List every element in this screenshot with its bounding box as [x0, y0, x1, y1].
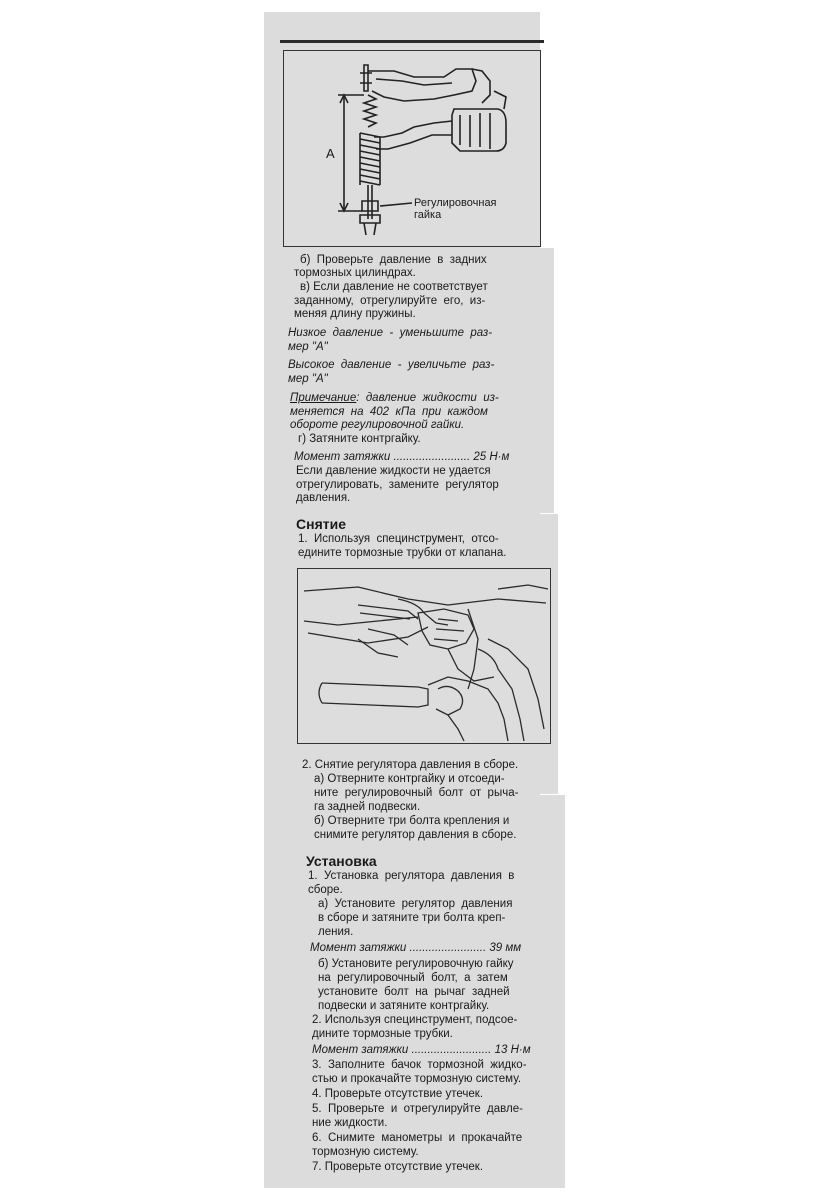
- installation-heading: Установка: [306, 853, 377, 869]
- text-line: 5. Проверьте и отрегулируйте давле-: [312, 1103, 523, 1115]
- text-line: давления.: [296, 492, 351, 504]
- text-line: ните регулировочный болт от рыча-: [314, 787, 519, 799]
- torque-label: Момент затяжки ........................: [294, 451, 474, 463]
- text-line: тормозных цилиндрах.: [294, 267, 416, 279]
- text-line: Низкое давление - уменьшите раз-: [288, 327, 493, 339]
- text-line: стью и прокачайте тормозную систему.: [312, 1073, 522, 1085]
- text-line: мер "А": [288, 341, 328, 353]
- text-line: 2. Снятие регулятора давления в сборе.: [302, 759, 519, 771]
- text-line: Высокое давление - увеличьте раз-: [288, 359, 495, 371]
- text-line: га задней подвески.: [314, 801, 421, 813]
- text-line: а) Отверните контргайку и отсоеди-: [314, 773, 505, 785]
- page-scan-strip: [540, 248, 554, 513]
- text-line: 3. Заполните бачок тормозной жидко-: [312, 1059, 527, 1071]
- text-line: меняется на 402 кПа при каждом: [290, 406, 488, 418]
- top-rule: [280, 40, 544, 43]
- text-line: сборе.: [308, 884, 343, 896]
- text-line: Если давление жидкости не удается: [296, 465, 491, 477]
- text-line: а) Установите регулятор давления: [318, 898, 513, 910]
- torque-label: Момент затяжки .........................: [312, 1044, 495, 1056]
- torque-line: [310, 941, 521, 955]
- text-line: тормозную систему.: [312, 1146, 419, 1158]
- text-line: на регулировочный болт, а затем: [318, 972, 508, 984]
- adjusting-nut-label: Регулировочная: [414, 197, 497, 209]
- text-line: г) Затяните контргайку.: [298, 433, 421, 445]
- text-line: подвески и затяните контргайку.: [318, 1000, 490, 1012]
- note-line: [290, 391, 499, 405]
- text-line: : давление жидкости из-: [356, 392, 499, 404]
- text-line: 1. Используя специнструмент, отсо-: [298, 533, 499, 545]
- text-line: ления.: [318, 926, 354, 938]
- text-line: ние жидкости.: [312, 1117, 388, 1129]
- torque-line: [294, 450, 509, 464]
- text-line: б) Отверните три болта крепления и: [314, 815, 510, 827]
- text-line: обороте регулировочной гайки.: [290, 419, 465, 431]
- figure-regulator-diagram: [283, 50, 541, 247]
- text-line: мер "А": [288, 373, 328, 385]
- text-line: 1. Установка регулятора давления в: [308, 870, 515, 882]
- text-line: 2. Используя специнструмент, подсое-: [312, 1014, 518, 1026]
- text-line: 6. Снимите манометры и прокачайте: [312, 1132, 523, 1144]
- text-line: заданному, отрегулируйте его, из-: [294, 295, 486, 307]
- text-line: меняя длину пружины.: [294, 308, 416, 320]
- text-line: в) Если давление не соответствует: [300, 281, 488, 293]
- text-line: 4. Проверьте отсутствие утечек.: [312, 1088, 484, 1100]
- torque-value: 25 Н·м: [473, 451, 510, 463]
- text-line: б) Проверьте давление в задних: [300, 254, 487, 266]
- dimension-a-label: A: [326, 146, 335, 161]
- text-line: установите болт на рычаг задней: [318, 986, 510, 998]
- adjusting-nut-label: гайка: [414, 209, 442, 221]
- page-scan-strip: [540, 795, 565, 1188]
- text-line: едините тормозные трубки от клапана.: [298, 547, 507, 559]
- torque-value: 13 Н·м: [494, 1044, 531, 1056]
- torque-label: Момент затяжки ........................: [310, 942, 490, 954]
- text-line: в сборе и затяните три болта креп-: [318, 912, 506, 924]
- text-line: дините тормозные трубки.: [312, 1028, 453, 1040]
- removal-heading: Снятие: [296, 516, 346, 532]
- text-line: б) Установите регулировочную гайку: [318, 958, 514, 970]
- tool-drawing: [298, 569, 549, 742]
- torque-value: 39 мм: [489, 942, 522, 954]
- text-line: 7. Проверьте отсутствие утечек.: [312, 1161, 484, 1173]
- figure-tool-illustration: [297, 568, 551, 744]
- regulator-drawing: [284, 51, 539, 245]
- torque-line: [312, 1043, 531, 1057]
- note-label: Примечание: [290, 392, 357, 404]
- text-line: отрегулировать, замените регулятор: [296, 479, 499, 491]
- text-line: снимите регулятор давления в сборе.: [314, 829, 517, 841]
